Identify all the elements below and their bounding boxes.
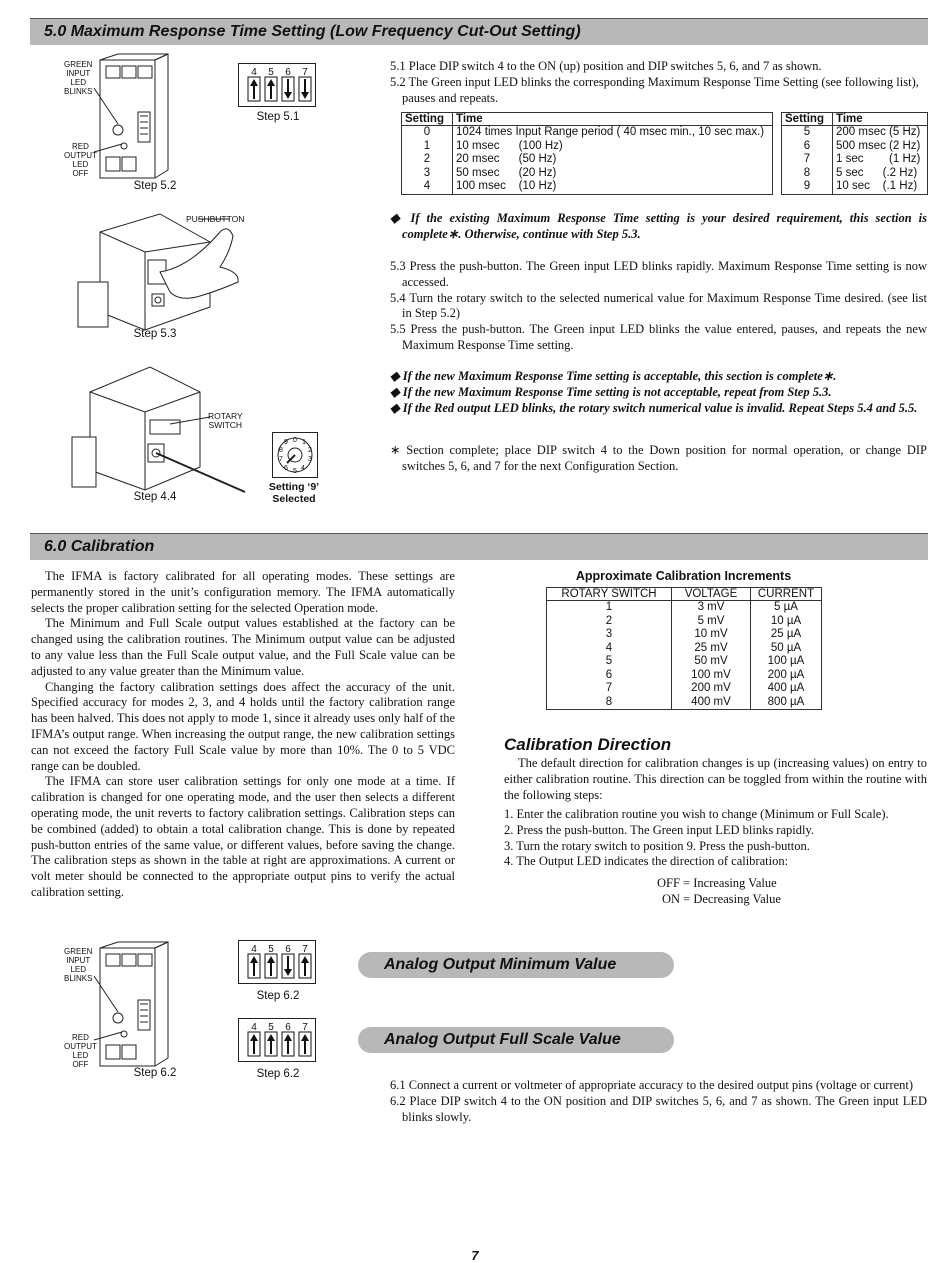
time-value: 20 msec (50 Hz): [456, 153, 557, 165]
setting-value: 9: [782, 180, 833, 194]
response-time-table-right: [781, 112, 928, 195]
steps-5-3-5-5: [390, 259, 927, 354]
table-row: [782, 140, 927, 154]
svg-text:5: 5: [268, 1022, 274, 1033]
voltage-value: 5 mV: [672, 615, 751, 629]
note-2-text: If the new Maximum Response Time setting is acceptable, this section is complete∗.: [402, 369, 837, 383]
direction-step-4: 4. The Output LED indicates the direction of calibration:: [504, 854, 789, 869]
table-row: [782, 167, 927, 181]
green-led-label: GREEN INPUT LED BLINKS: [64, 60, 93, 96]
rotary-dial-icon: [273, 433, 317, 477]
dip-label-6: 6: [285, 67, 291, 78]
setting-9-label: Setting ‘9’ Selected: [268, 481, 320, 505]
current-value: 400 µA: [767, 682, 805, 694]
current-value: 800 µA: [767, 695, 805, 708]
rotary-value: 6: [547, 669, 672, 683]
col-header-time: Time: [453, 113, 773, 126]
rotary-value: 1: [547, 601, 672, 615]
svg-text:6: 6: [285, 1022, 291, 1033]
col-header-time: Time: [833, 113, 928, 126]
on-decreasing-line: ON = Decreasing Value: [662, 891, 781, 906]
svg-text:9: 9: [284, 439, 288, 446]
setting-value: 8: [782, 167, 833, 181]
red-led-label: RED OUTPUT LED OFF: [64, 142, 97, 178]
step-6-1: 6.1 Connect a current or voltmeter of appropriate accuracy to the desired output pins (voltage or current): [390, 1078, 914, 1092]
setting-value: 6: [782, 140, 833, 154]
setting-value: 2: [402, 153, 453, 167]
direction-step-1: 1. Enter the calibration routine you wish to change (Minimum or Full Scale).: [504, 807, 889, 821]
svg-text:7: 7: [302, 1022, 308, 1033]
setting-value: 0: [402, 126, 453, 140]
voltage-value: 3 mV: [672, 601, 751, 615]
svg-text:5: 5: [268, 944, 274, 955]
page-number: 7: [471, 1248, 479, 1263]
caption-step-5-3: Step 5.3: [133, 328, 177, 340]
current-value: 25 µA: [770, 628, 802, 640]
section-complete-note: [390, 443, 927, 475]
diamond-bullet-icon: ◆: [390, 211, 411, 225]
step-6-2: 6.2 Place DIP switch 4 to the ON position and DIP switches 5, 6, and 7 as shown. The Green input LED blinks slowly.: [390, 1093, 927, 1124]
analog-min-header: [358, 952, 674, 978]
dip-label-5: 5: [268, 67, 274, 78]
calibration-direction-title: Calibration Direction: [504, 735, 672, 754]
table-row: [547, 615, 821, 629]
col-header-voltage: VOLTAGE: [672, 588, 751, 601]
setting-value: 4: [402, 180, 453, 194]
time-value: 100 msec (10 Hz): [456, 180, 557, 192]
table-row: [547, 696, 821, 710]
table-row: [547, 628, 821, 642]
pushbutton-label: PUSHBUTTON: [186, 214, 245, 224]
table-row: [402, 167, 772, 181]
note-4-text: If the Red output LED blinks, the rotary switch numerical value is invalid. Repeat Steps 5.4 and 5.5.: [402, 400, 918, 415]
time-value: 500 msec (2 Hz): [836, 139, 921, 152]
voltage-value: 50 mV: [672, 655, 751, 669]
table-row: [782, 180, 927, 194]
time-value: 50 msec (20 Hz): [456, 166, 557, 179]
table-row: [402, 153, 772, 167]
svg-text:4: 4: [251, 1022, 257, 1033]
table-row: [547, 601, 821, 615]
calibration-direction-body: [504, 756, 927, 803]
direction-paragraph: The default direction for calibration changes is up (increasing values) on entry to either calibration routine. This direction can be toggled from within the routine with the following steps:: [504, 756, 927, 802]
svg-text:8: 8: [279, 447, 283, 454]
steps-5-1-5-2: [390, 59, 927, 106]
table-row: [782, 153, 927, 167]
table-row: [402, 126, 772, 140]
rotary-value: 3: [547, 628, 672, 642]
time-value: 200 msec (5 Hz): [836, 126, 921, 138]
rotary-value: 4: [547, 642, 672, 656]
rotary-value: 7: [547, 682, 672, 696]
dip-switch-positions: [239, 941, 315, 983]
dip-label-4: 4: [251, 67, 257, 78]
svg-text:3: 3: [308, 456, 312, 463]
note-existing-setting: [390, 211, 927, 243]
calibration-paragraph-4: The IFMA can store user calibration settings for only one mode at a time. If calibration is changed for one operating mode, and the user then selects a different operating mode, the unit reverts to factory calibration settings. Calibration steps can be combined (added) to obtain a total calibration change. This is done by repeated push-button entries of the same value, or different values, before saving the change. The calibration steps as shown in the table at right are approximations. A current or volt meter should be connected to the appropriate output pins to verify the actual calibration setting.: [31, 774, 455, 899]
direction-step-2: 2. Press the push-button. The Green input LED blinks rapidly.: [504, 822, 815, 837]
note-1-text: If the existing Maximum Response Time setting is your desired requirement, this section is complete∗. Otherwise, continue with Step 5.3.: [402, 211, 927, 241]
step-5-4: 5.4 Turn the rotary switch to the selected numerical value for Maximum Response Time desired. (see list in Step 5.2): [390, 290, 927, 321]
calibration-increments-table: [546, 587, 822, 710]
voltage-value: 100 mV: [672, 669, 751, 683]
caption-step-6-2-device: Step 6.2: [133, 1067, 177, 1079]
table-row: [547, 682, 821, 696]
table-row: [547, 655, 821, 669]
calibration-body: [31, 569, 455, 901]
step-5-3: 5.3 Press the push-button. The Green input LED blinks rapidly. Maximum Response Time setting is now accessed.: [390, 259, 927, 289]
note-3-text: If the new Maximum Response Time setting is not acceptable, repeat from Step 5.3.: [402, 384, 832, 399]
rotary-value: 5: [547, 655, 672, 669]
voltage-value: 400 mV: [672, 696, 751, 710]
current-value: 100 µA: [767, 655, 805, 667]
col-header-current: CURRENT: [751, 588, 822, 601]
direction-steps-list: [504, 807, 927, 870]
table-row: [402, 140, 772, 154]
table-row: [547, 642, 821, 656]
svg-text:1: 1: [302, 439, 306, 446]
time-value: 10 msec (100 Hz): [456, 139, 563, 152]
col-header-rotary: ROTARY SWITCH: [547, 588, 672, 601]
current-value: 5 µA: [774, 601, 798, 613]
calibration-paragraph-3: Changing the factory calibration settings does affect the accuracy of the unit. Specified accuracy for modes 2, 3, and 4 holds until the factory calibration range has been halved. This does not apply to mode 1, since it already uses only half of the IFMA’s output range. When increasing the output range, the new calibration settings can not exceed the factory Full Scale value by more than 10%. The 0 to 5 VDC range can be doubled.: [31, 679, 455, 773]
calibration-paragraph-2: The Minimum and Full Scale output values established at the factory can be changed using the calibration routines. The Minimum output value can be adjusted to any value less than the Full Scale output value, and the Full Scale value can be adjusted to any value greater than the Minimum value.: [31, 616, 455, 678]
svg-text:5: 5: [293, 468, 297, 475]
complete-note-text: ∗ Section complete; place DIP switch 4 to the Down position for normal operation, or change DIP switches 5, 6, and 7 for the next Configuration Section.: [390, 443, 927, 473]
rotary-dial-box: [272, 432, 318, 478]
col-header-setting: Setting: [402, 113, 453, 126]
dip-label-7: 7: [302, 67, 308, 78]
dip-switch-step-6-2-minimum: [238, 940, 316, 984]
step-5-5: 5.5 Press the push-button. The Green input LED blinks the value entered, pauses, and repeats the new Maximum Response Time setting.: [390, 322, 927, 352]
caption-step-6-2-min: Step 6.2: [256, 990, 300, 1002]
time-value: 10 sec (.1 Hz): [836, 180, 918, 192]
analog-min-title: Analog Output Minimum Value: [384, 956, 617, 973]
section-6-header: [30, 533, 928, 560]
svg-text:4: 4: [251, 944, 257, 955]
time-value: 5 sec (.2 Hz): [836, 166, 918, 179]
direction-legend: [657, 876, 781, 908]
col-header-setting: Setting: [782, 113, 833, 126]
rotary-switch-label: ROTARY SWITCH: [208, 411, 243, 430]
time-value: 1 sec (1 Hz): [836, 153, 921, 165]
analog-full-title: Analog Output Full Scale Value: [384, 1031, 621, 1048]
response-time-table-left: [401, 112, 773, 195]
svg-text:6: 6: [285, 944, 291, 955]
voltage-value: 25 mV: [672, 642, 751, 656]
diamond-bullet-icon: ◆: [390, 400, 403, 415]
setting-value: 1: [402, 140, 453, 154]
notes-new-setting: [390, 369, 927, 416]
dip-switch-positions: [239, 1019, 315, 1061]
svg-text:4: 4: [301, 465, 305, 472]
caption-step-5-2: Step 5.2: [133, 180, 177, 192]
step-5-2: 5.2 The Green input LED blinks the corresponding Maximum Response Time Setting (see following list), pauses and repeats.: [390, 74, 919, 105]
table-row: [402, 180, 772, 194]
caption-step-4-4: Step 4.4: [133, 491, 177, 503]
green-led-label-6: GREEN INPUT LED BLINKS: [64, 947, 93, 983]
time-value: 1024 times Input Range period ( 40 msec min., 10 sec max.): [456, 126, 765, 138]
setting-value: 5: [782, 126, 833, 140]
dip-switch-positions: [239, 64, 315, 106]
caption-step-5-1: Step 5.1: [256, 111, 300, 123]
voltage-value: 10 mV: [672, 628, 751, 642]
svg-text:0: 0: [293, 437, 297, 444]
current-value: 50 µA: [770, 641, 802, 654]
section-5-header: [30, 18, 928, 45]
pushbutton-illustration: [70, 212, 260, 337]
section-5-title: 5.0 Maximum Response Time Setting (Low Frequency Cut-Out Setting): [44, 23, 581, 40]
current-value: 200 µA: [767, 668, 805, 681]
calibration-paragraph-1: The IFMA is factory calibrated for all operating modes. These settings are permanently stored in the unit’s configuration memory. The IFMA automatically selects the proper calibration setting for the selected Operation mode.: [31, 569, 455, 615]
table-row: [547, 669, 821, 683]
svg-text:7: 7: [302, 944, 308, 955]
off-increasing-line: OFF = Increasing Value: [657, 876, 777, 890]
svg-text:6: 6: [284, 465, 288, 472]
dip-switch-step-6-2-full-scale: [238, 1018, 316, 1062]
diamond-bullet-icon: ◆: [390, 369, 403, 383]
red-led-label-6: RED OUTPUT LED OFF: [64, 1033, 97, 1069]
steps-6-1-6-2: [390, 1078, 927, 1125]
voltage-value: 200 mV: [672, 682, 751, 696]
svg-text:7: 7: [279, 456, 283, 463]
table-row: [782, 126, 927, 140]
cal-table-title: Approximate Calibration Increments: [575, 569, 792, 583]
setting-value: 7: [782, 153, 833, 167]
svg-text:2: 2: [308, 447, 312, 454]
setting-value: 3: [402, 167, 453, 181]
step-5-1: 5.1 Place DIP switch 4 to the ON (up) position and DIP switches 5, 6, and 7 as shown.: [390, 59, 822, 73]
dip-switch-step-5-1: [238, 63, 316, 107]
current-value: 10 µA: [770, 614, 802, 627]
caption-step-6-2-full: Step 6.2: [256, 1068, 300, 1080]
rotary-value: 8: [547, 696, 672, 710]
diamond-bullet-icon: ◆: [390, 384, 403, 399]
direction-step-3: 3. Turn the rotary switch to position 9. Press the push-button.: [504, 838, 810, 853]
rotary-value: 2: [547, 615, 672, 629]
analog-full-scale-header: [358, 1027, 674, 1053]
section-6-title: 6.0 Calibration: [44, 538, 155, 555]
